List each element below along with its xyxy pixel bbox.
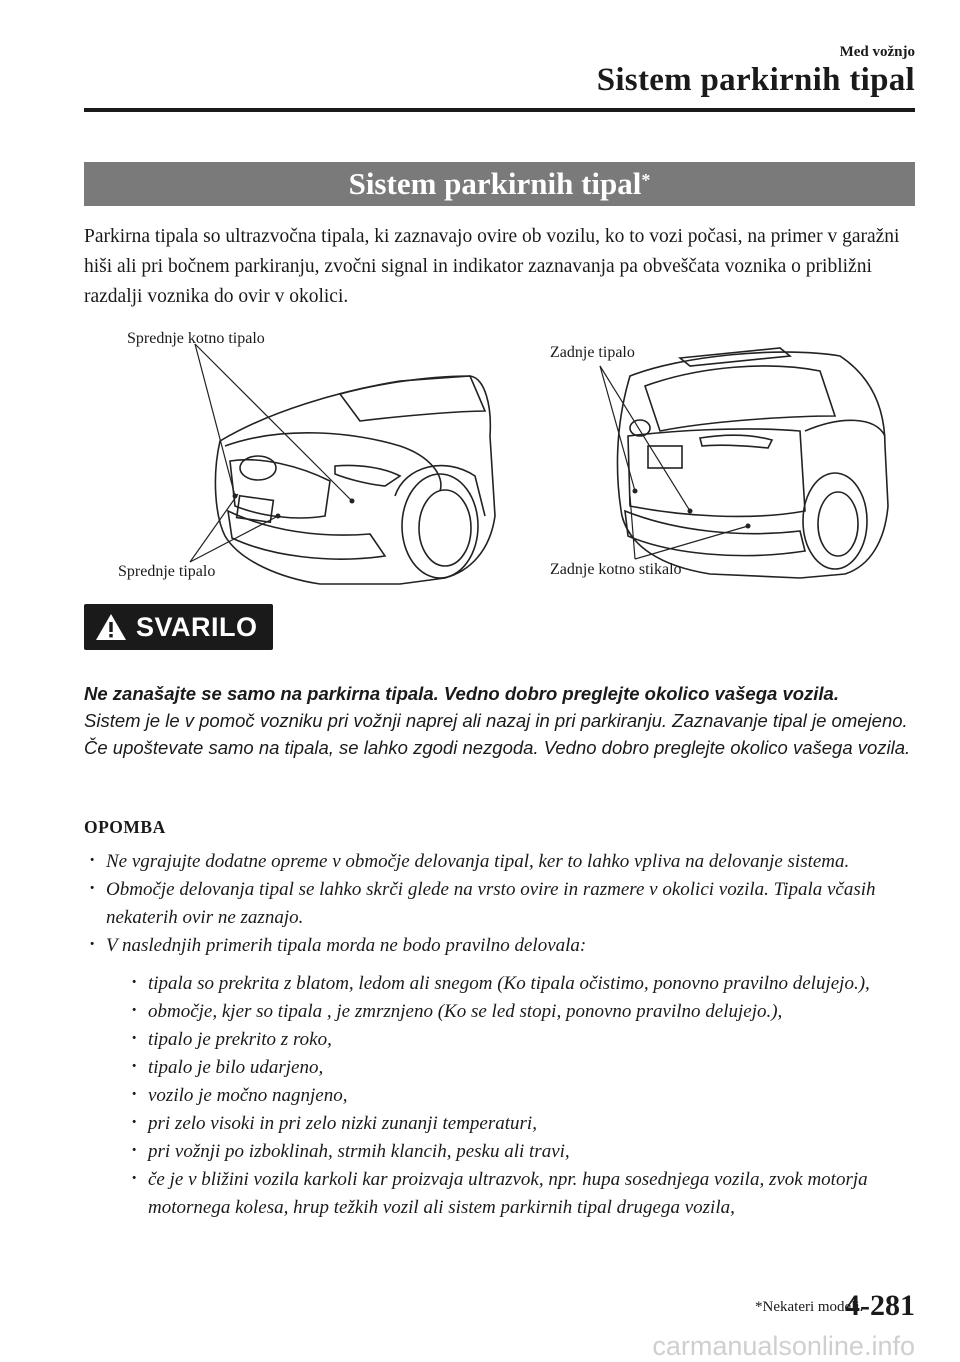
leader-rear-corner-a [630,496,635,559]
note-sublist [106,970,919,1222]
sensor-dot [276,514,281,519]
warning-text [84,680,919,761]
sensor-dot [233,494,238,499]
note-subitem: · tipalo je bilo udarjeno, [126,1054,919,1082]
banner-title: Sistem parkirnih tipal [348,166,642,201]
section-banner [84,162,915,206]
note-subitem: · vozilo je močno nagnjeno, [126,1082,919,1110]
car-illustration [100,316,900,596]
rear-car-plate [648,446,682,468]
note-subitem: · tipala so prekrita z blatom, ledom ali snegom (Ko tipala očistimo, ponovno pravilno delujejo.), [126,970,919,998]
label-rear-corner-sensor: Zadnje kotno stikalo [550,561,682,578]
intro-paragraph: Parkirna tipala so ultrazvočna tipala, ki zaznavajo ovire ob vozilu, ko to vozi počasi, na primer v garažni hiši ali pri bočnem parkiranju, zvočni signal in indikator zaznavanja pa obveščata voznika o približni razdalji voznika do ovir v okolici. [84,226,900,307]
sensor-figure [100,316,900,596]
front-car-windshield [340,376,485,421]
warning-label: SVARILO [136,612,258,642]
rear-car-window [645,366,835,431]
rear-car-bumper [625,511,805,556]
rear-car-body [617,352,888,578]
watermark: carmanualsonline.info [652,1331,915,1361]
warning-lead: Ne zanašajte se samo na parkirna tipala. Vedno dobro preglejte okolico vašega vozila. [84,683,839,704]
note-item [84,932,919,1222]
note-subitem: · pri vožnji po izboklinah, strmih klancih, pesku ali travi, [126,1138,919,1166]
warning-body: Sistem je le v pomoč vozniku pri vožnji naprej ali nazaj in pri parkiranju. Zaznavanje tipal je omejeno. Če upoštevate samo na tipala, se lahko zgodi nezgoda. Vedno dobro preglejte okolico vašega vozila. [84,710,911,758]
page-number: 4-281 [845,1289,915,1322]
header-chapter: Sistem parkirnih tipal [596,62,915,98]
note-item: · Območje delovanja tipal se lahko skrči glede na vrsto ovire in razmere v okolici vozila. Tipala včasih nekaterih ovir ne zaznajo. [84,876,919,932]
note-list [84,848,919,1222]
sensor-dot [688,509,693,514]
sensor-dot [633,489,638,494]
front-car-grille [230,460,330,518]
rear-car-spoiler [680,348,790,366]
note-subitem: · če je v bližini vozila karkoli kar proizvaja ultrazvok, npr. hupa sosednjega vozila, zvok motorja motornega kolesa, hrup težkih vozil ali sistem parkirnih tipal drugega vozila, [126,1166,919,1222]
label-rear-sensor: Zadnje tipalo [550,344,635,361]
leader-front-corner-b [195,344,352,501]
warning-badge [84,604,273,650]
note-item: · Ne vgrajujte dodatne opreme v območje delovanja tipal, ker to lahko vpliva na delovanje sistema. [84,848,919,876]
label-front-sensor: Sprednje tipalo [118,563,216,580]
footer-note: *Nekateri modeli. [755,1299,864,1315]
rear-car-tailgate [628,429,805,517]
note-subitem: · pri zelo visoki in pri zelo nizki zunanji temperaturi, [126,1110,919,1138]
rear-car-emblem [630,420,650,436]
header-rule [84,108,915,112]
front-car-wheel-inner [419,490,471,566]
label-front-corner-sensor: Sprednje kotno tipalo [127,330,265,347]
rear-car-wheel-inner [818,492,858,556]
note-subitem: · tipalo je prekrito z roko, [126,1026,919,1054]
banner-asterisk: * [641,170,651,190]
note-heading: OPOMBA [84,817,166,837]
rear-car-side [805,420,885,436]
front-car-headlight [335,465,400,486]
sensor-dot [350,499,355,504]
leader-rear-corner-b [635,526,748,559]
leader-front-b [190,516,278,562]
note-item-text: V naslednjih primerih tipala morda ne bodo pravilno delovala: [106,935,587,956]
note-subitem: · območje, kjer so tipala , je zmrznjeno (Ko se led stopi, ponovno pravilno delujejo.), [126,998,919,1026]
rear-car-taillight [700,435,772,448]
header-section: Med vožnjo [839,44,915,60]
sensor-dot [746,524,751,529]
warning-triangle-icon [94,612,128,642]
